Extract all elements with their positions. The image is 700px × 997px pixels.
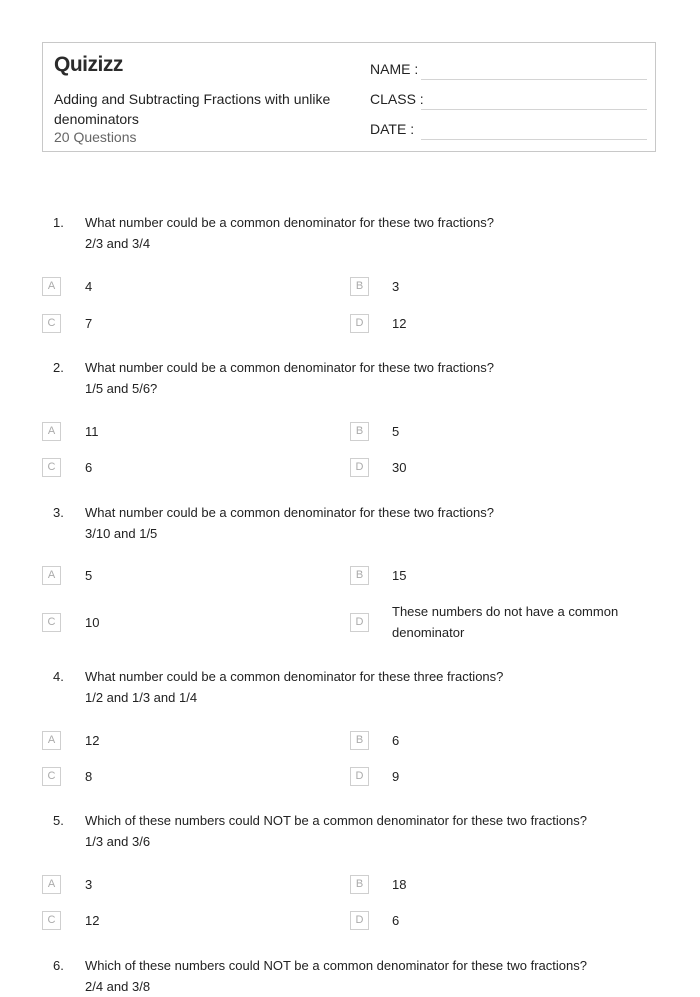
option-a-text: 5 xyxy=(85,568,93,583)
option-d-box[interactable]: D xyxy=(350,767,369,786)
quizizz-logo: Quizizz xyxy=(54,53,123,76)
option-b-box[interactable]: B xyxy=(350,875,369,894)
option-b-text: 3 xyxy=(392,279,400,294)
option-a-box[interactable]: A xyxy=(42,277,61,296)
class-line[interactable] xyxy=(421,109,647,110)
option-a-text: 11 xyxy=(85,424,99,439)
option-b-box[interactable]: B xyxy=(350,277,369,296)
option-c-text: 7 xyxy=(85,316,93,331)
question-fractions: 3/10 and 1/5 xyxy=(85,526,158,541)
question-fractions: 2/4 and 3/8 xyxy=(85,979,151,994)
question-text xyxy=(85,212,665,254)
option-d-box[interactable]: D xyxy=(350,458,369,477)
option-d-text: These numbers do not have a common denominator xyxy=(392,604,619,640)
option-a-box[interactable]: A xyxy=(42,422,61,441)
option-c-box[interactable]: C xyxy=(42,613,61,632)
option-c-box[interactable]: C xyxy=(42,314,61,333)
question-fractions: 2/3 and 3/4 xyxy=(85,236,151,251)
option-d-box[interactable]: D xyxy=(350,613,369,632)
question-prompt: What number could be a common denominator for these two fractions? xyxy=(85,505,494,520)
option-d-box[interactable]: D xyxy=(350,314,369,333)
question-number: 3. xyxy=(53,505,64,520)
question-prompt: What number could be a common denominator for these three fractions? xyxy=(85,669,504,684)
option-a-box[interactable]: A xyxy=(42,566,61,585)
option-c-box[interactable]: C xyxy=(42,767,61,786)
option-a-text: 12 xyxy=(85,733,100,748)
date-label: DATE : xyxy=(370,121,415,137)
question-number: 6. xyxy=(53,958,64,973)
question-text xyxy=(85,810,665,852)
option-a-text: 3 xyxy=(85,877,93,892)
question-number: 2. xyxy=(53,360,64,375)
question-number: 4. xyxy=(53,669,64,684)
question-count: 20 Questions xyxy=(54,129,137,145)
question-prompt: Which of these numbers could NOT be a common denominator for these two fractions? xyxy=(85,958,587,973)
question-fractions: 1/3 and 3/6 xyxy=(85,834,151,849)
option-a-box[interactable]: A xyxy=(42,875,61,894)
question-text xyxy=(85,666,665,708)
option-c-box[interactable]: C xyxy=(42,458,61,477)
question-text xyxy=(85,955,665,997)
option-c-text: 10 xyxy=(85,615,100,630)
option-b-box[interactable]: B xyxy=(350,422,369,441)
question-number: 5. xyxy=(53,813,64,828)
question-prompt: Which of these numbers could NOT be a common denominator for these two fractions? xyxy=(85,813,587,828)
option-a-box[interactable]: A xyxy=(42,731,61,750)
question-prompt: What number could be a common denominator for these two fractions? xyxy=(85,215,494,230)
option-d-text: 6 xyxy=(392,913,400,928)
option-d-box[interactable]: D xyxy=(350,911,369,930)
option-b-box[interactable]: B xyxy=(350,731,369,750)
question-prompt: What number could be a common denominator for these two fractions? xyxy=(85,360,494,375)
date-line[interactable] xyxy=(421,139,647,140)
option-b-text: 15 xyxy=(392,568,407,583)
worksheet-title: Adding and Subtracting Fractions with unlike denominators xyxy=(54,91,331,127)
question-fractions: 1/5 and 5/6? xyxy=(85,381,158,396)
option-b-text: 5 xyxy=(392,424,400,439)
question-text xyxy=(85,502,665,544)
option-c-text: 6 xyxy=(85,460,93,475)
question-number: 1. xyxy=(53,215,64,230)
question-text xyxy=(85,357,665,399)
option-c-text: 12 xyxy=(85,913,100,928)
option-b-text: 18 xyxy=(392,877,407,892)
option-b-text: 6 xyxy=(392,733,400,748)
option-c-text: 8 xyxy=(85,769,93,784)
option-c-box[interactable]: C xyxy=(42,911,61,930)
option-b-box[interactable]: B xyxy=(350,566,369,585)
option-d-text: 9 xyxy=(392,769,400,784)
option-d-text: 12 xyxy=(392,316,407,331)
worksheet-header xyxy=(42,42,656,152)
question-fractions: 1/2 and 1/3 and 1/4 xyxy=(85,690,198,705)
class-label: CLASS : xyxy=(370,91,424,107)
name-line[interactable] xyxy=(421,79,647,80)
option-d-text: 30 xyxy=(392,460,407,475)
name-label: NAME : xyxy=(370,61,419,77)
option-a-text: 4 xyxy=(85,279,93,294)
